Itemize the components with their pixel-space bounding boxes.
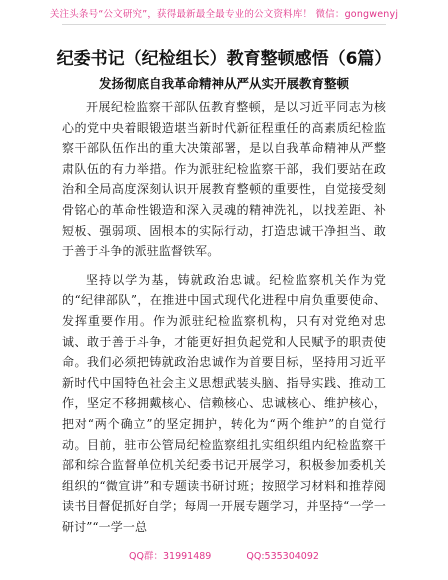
document-title: 纪委书记（纪检组长）教育整顿感悟（6篇） bbox=[56, 49, 392, 69]
paragraph-1: 开展纪检监察干部队伍教育整顿，是以习近平同志为核心的党中央着眼锻造堪当新时代新征程重任的高素质纪检监察干部队伍作出的重大决策部署，是以自我革命精神从严整肃队伍的有力举措。作为派驻纪检监察干部，我们要站在政治和全局高度深刻认识开展教育整顿的重要性，自觉接受刻骨铭心的革命性锻造和深入灵魂的精神洗礼，以找差距、补短板、强弱项、固根本的实际行动，打造忠诚干净担当、敢于善于斗争的派驻监督铁军。 bbox=[62, 100, 386, 259]
footer-qq: QQ:535304092 bbox=[246, 551, 319, 562]
header-notice: 关注头条号“公文研究”，获得最新最全最专业的公文资料库！ 微信：gongwenyj bbox=[49, 9, 399, 20]
page-header bbox=[0, 0, 448, 34]
header-divider bbox=[62, 24, 386, 25]
paragraph-2: 坚持以学为基，铸就政治忠诚。纪检监察机关作为党的“纪律部队”，在推进中国式现代化进程中肩负重要使命、发挥重要作用。作为派驻纪检监察机构，只有对党绝对忠诚、敢于善于斗争，才能更好担负起党和人民赋予的职责使命。我们必须把铸就政治忠诚作为首要目标，坚持用习近平新时代中国特色社会主义思想武装头脑、指导实践、推动工作，坚定不移拥戴核心、信赖核心、忠诚核心、维护核心，把对“两个确立”的坚定拥护，转化为“两个维护”的自觉行动。目前，驻市公管局纪检监察组扎实组织组内纪检监察干部和综合监督单位机关纪委书记开展学习，积极参加委机关组织的“微宣讲”和专题读书研讨班；按照学习材料和推荐阅读书目督促抓好自学；每周一开展专题学习，并坚持“一学一研讨”“一学一总 bbox=[62, 272, 386, 534]
footer-qq-group: QQ群：31991489 bbox=[129, 551, 212, 562]
document-subtitle: 发扬彻底自我革命精神从严从实开展教育整顿 bbox=[98, 76, 349, 91]
document-body bbox=[62, 97, 386, 545]
page-footer bbox=[0, 548, 448, 562]
